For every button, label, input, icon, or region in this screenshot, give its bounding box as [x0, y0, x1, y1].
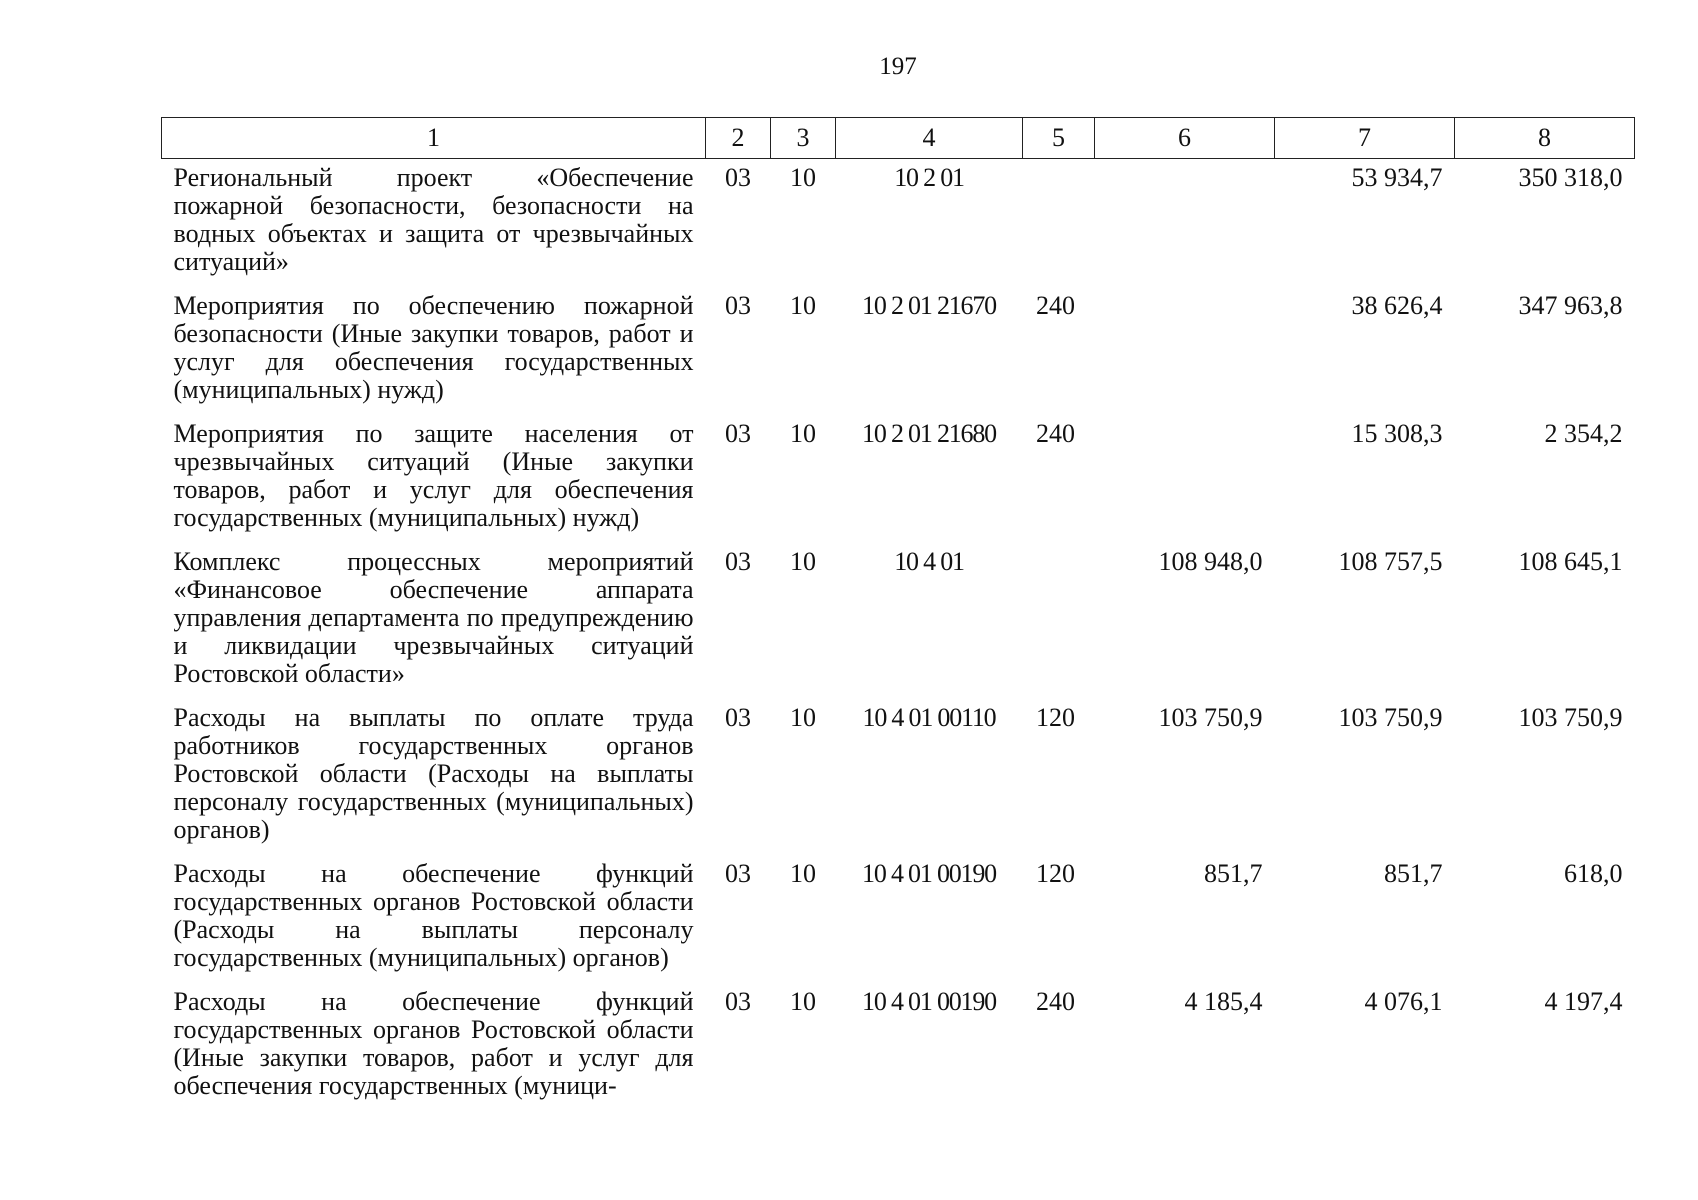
row-expense-type: 240	[1036, 987, 1075, 1016]
column-header-amount-7: 7	[1275, 118, 1455, 159]
row-amount-8: 350 318,0	[1518, 163, 1623, 192]
row-target-item: 10 2 01 21670	[862, 291, 996, 320]
row-section-code: 03	[725, 987, 751, 1016]
row-subsection-code: 10	[790, 703, 816, 732]
row-subsection-code: 10	[790, 987, 816, 1016]
row-name: Комплекс процессных мероприятий «Финансовое обеспечение аппарата управления департамента по предупреждению и ликвидации чрезвычайных ситуаций Ростовской области»	[173, 547, 694, 688]
column-header-target-item: 4	[836, 118, 1023, 159]
table-row	[162, 543, 1635, 699]
row-amount-8: 103 750,9	[1518, 703, 1623, 732]
row-amount-7: 38 626,4	[1351, 291, 1443, 320]
row-amount-7: 15 308,3	[1351, 419, 1443, 448]
row-name: Расходы на обеспечение функций государственных органов Ростовской области (Иные закупки товаров, работ и услуг для обеспечения государственных (муници-	[173, 987, 694, 1100]
row-amount-8: 4 197,4	[1544, 987, 1623, 1016]
table-row	[162, 415, 1635, 543]
row-target-item: 10 4 01 00190	[862, 987, 996, 1016]
row-amount-6	[1095, 287, 1275, 415]
row-section-code: 03	[725, 163, 751, 192]
row-amount-6: 851,7	[1204, 859, 1263, 888]
row-subsection-code: 10	[790, 547, 816, 576]
row-amount-7: 103 750,9	[1338, 703, 1443, 732]
row-amount-8: 618,0	[1564, 859, 1623, 888]
row-subsection-code: 10	[790, 419, 816, 448]
column-header-amount-8: 8	[1455, 118, 1635, 159]
column-header-expense-type: 5	[1023, 118, 1095, 159]
row-amount-8: 347 963,8	[1518, 291, 1623, 320]
row-amount-6: 103 750,9	[1158, 703, 1263, 732]
row-amount-6: 4 185,4	[1184, 987, 1263, 1016]
row-name: Расходы на выплаты по оплате труда работников государственных органов Ростовской области (Расходы на выплаты персоналу государственных (муниципальных) органов)	[173, 703, 694, 844]
row-name: Региональный проект «Обеспечение пожарной безопасности, безопасности на водных объектах и защита от чрезвычайных ситуаций»	[173, 163, 694, 276]
row-name: Расходы на обеспечение функций государственных органов Ростовской области (Расходы на выплаты персоналу государственных (муниципальных) органов)	[173, 859, 694, 972]
row-section-code: 03	[725, 419, 751, 448]
row-amount-7: 4 076,1	[1364, 987, 1443, 1016]
row-name: Мероприятия по защите населения от чрезвычайных ситуаций (Иные закупки товаров, работ и услуг для обеспечения государственных (муниципальных) нужд)	[173, 419, 694, 532]
row-amount-6	[1095, 415, 1275, 543]
row-target-item: 10 4 01	[894, 547, 964, 576]
table-header	[162, 118, 1635, 159]
row-target-item: 10 4 01 00110	[862, 703, 996, 732]
header-row	[162, 118, 1635, 159]
row-amount-6: 108 948,0	[1158, 547, 1263, 576]
row-target-item: 10 2 01	[894, 163, 964, 192]
page-number: 197	[879, 53, 917, 80]
row-amount-8: 108 645,1	[1518, 547, 1623, 576]
row-amount-7: 53 934,7	[1351, 163, 1443, 192]
row-amount-7: 851,7	[1384, 859, 1443, 888]
row-subsection-code: 10	[790, 859, 816, 888]
row-amount-8: 2 354,2	[1544, 419, 1623, 448]
table-row	[162, 287, 1635, 415]
row-amount-6	[1095, 159, 1275, 288]
row-section-code: 03	[725, 859, 751, 888]
budget-table	[161, 117, 1635, 1111]
row-amount-7: 108 757,5	[1338, 547, 1443, 576]
table-row	[162, 855, 1635, 983]
row-expense-type	[1023, 543, 1095, 699]
row-target-item: 10 2 01 21680	[862, 419, 996, 448]
column-header-amount-6: 6	[1095, 118, 1275, 159]
column-header-section: 2	[706, 118, 771, 159]
column-header-name: 1	[162, 118, 706, 159]
table-row	[162, 983, 1635, 1111]
row-subsection-code: 10	[790, 163, 816, 192]
row-section-code: 03	[725, 703, 751, 732]
row-expense-type: 120	[1036, 703, 1075, 732]
table-body	[162, 159, 1635, 1112]
row-name: Мероприятия по обеспечению пожарной безопасности (Иные закупки товаров, работ и услуг для обеспечения государственных (муниципальных) нужд)	[173, 291, 694, 404]
row-target-item: 10 4 01 00190	[862, 859, 996, 888]
row-expense-type	[1023, 159, 1095, 288]
column-header-subsection: 3	[771, 118, 836, 159]
table-row	[162, 699, 1635, 855]
row-subsection-code: 10	[790, 291, 816, 320]
row-expense-type: 120	[1036, 859, 1075, 888]
table-row	[162, 159, 1635, 288]
row-expense-type: 240	[1036, 291, 1075, 320]
row-section-code: 03	[725, 291, 751, 320]
row-section-code: 03	[725, 547, 751, 576]
row-expense-type: 240	[1036, 419, 1075, 448]
